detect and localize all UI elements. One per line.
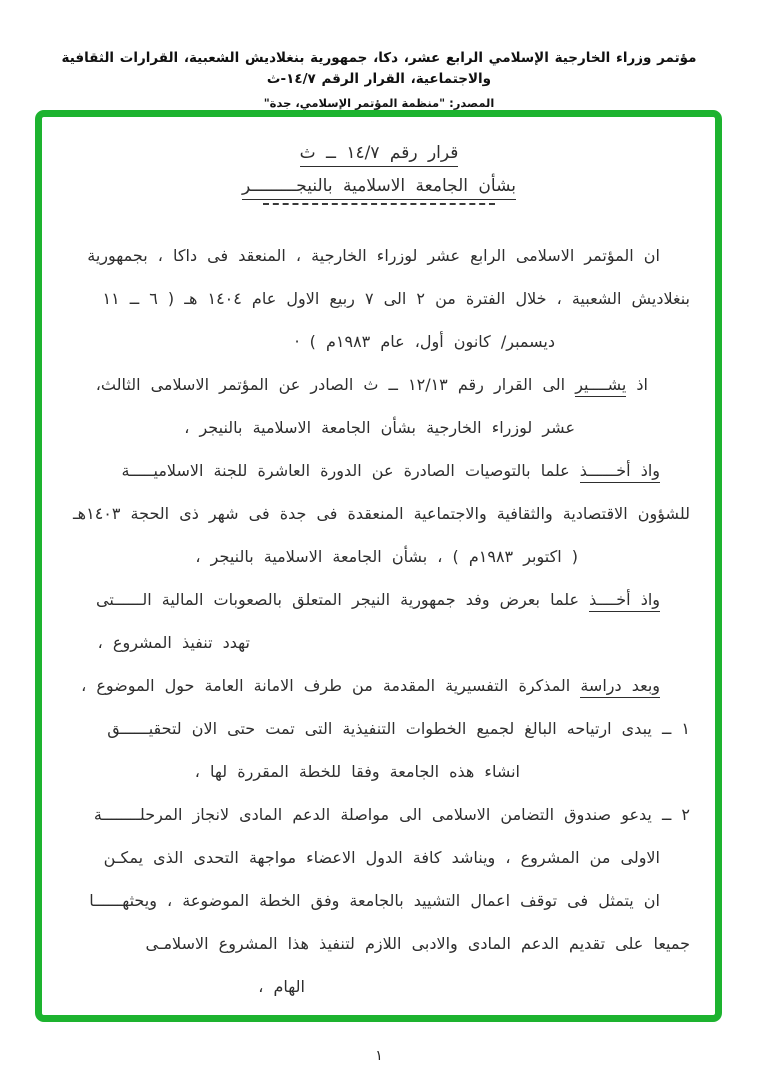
document-line: عشر لوزراء الخارجية بشأن الجامعة الاسلامية بالنيجر ، — [184, 418, 575, 437]
document-line: ٢ ــ يدعو صندوق التضامن الاسلامى الى مواصلة الدعم المادى لانجاز المرحلــــــــة — [93, 805, 690, 824]
clause-keyword: وبعد دراسة — [580, 676, 660, 698]
document-line: ان المؤتمر الاسلامى الرابع عشر لوزراء الخارجية ، المنعقد فى داكا ، بجمهورية — [87, 246, 660, 265]
subtitle-dashed-underline — [263, 203, 495, 205]
clause-text: الى القرار رقم ١٢/١٣ ــ ث الصادر عن المؤتمر الاسلامى الثالث، — [95, 375, 576, 394]
clause-prefix: اذ — [626, 375, 648, 394]
document-line: ١ ــ يبدى ارتياحه البالغ لجميع الخطوات التنفيذية التى تمت حتى الان لتحقيــــــق — [107, 719, 690, 738]
document-line — [88, 449, 690, 492]
citation-line: مؤتمر وزراء الخارجية الإسلامي الرابع عشر، دكا، جمهورية بنغلاديش الشعبية، القرارات الثقافية والاجتماعية، القرار الرقم ١٤/٧-ث — [61, 50, 697, 87]
resolution-heading — [0, 143, 758, 205]
resolution-subject-title: بشأن الجامعة الاسلامية بالنيجـــــــــر — [242, 176, 516, 200]
citation-header — [0, 48, 758, 110]
document-line — [88, 363, 690, 406]
document-line: بنغلاديش الشعبية ، خلال الفترة من ٢ الى ٧ ربيع الاول عام ١٤٠٤ هـ ( ٦ ــ ١١ — [102, 289, 690, 308]
clause-keyword: واذ أخــــذ — [589, 590, 660, 612]
document-line: تهدد تنفيذ المشروع ، — [97, 633, 250, 652]
clause-text: المذكرة التفسيرية المقدمة من طرف الامانة العامة حول الموضوع ، — [81, 676, 581, 695]
resolution-number-title: قرار رقم ١٤/٧ ــ ث — [300, 143, 459, 167]
document-line: الهام ، — [258, 977, 305, 996]
document-line: ديسمبر/ كانون أول، عام ١٩٨٣م ) · — [294, 332, 555, 351]
source-line: المصدر: "منظمة المؤتمر الإسلامي، جدة" — [263, 95, 495, 110]
document-line — [88, 578, 690, 621]
document-line: ان يتمثل فى توقف اعمال التشييد بالجامعة وفق الخطة الموضوعة ، ويحثهــــــا — [89, 891, 660, 910]
clause-text: علما بعرض وفد جمهورية النيجر المتعلق بالصعوبات المالية الــــــتى — [96, 590, 590, 609]
document-line: الاولى من المشروع ، ويناشد كافة الدول الاعضاء مواجهة التحدى الذى يمكـن — [103, 848, 660, 867]
document-line: ( اكتوبر ١٩٨٣م ) ، بشأن الجامعة الاسلامية بالنيجر ، — [195, 547, 578, 566]
page-number: ١ — [375, 1048, 383, 1064]
document-line — [81, 664, 690, 707]
document-line: جميعا على تقديم الدعم المادى والادبى اللازم لتنفيذ هذا المشروع الاسلامـى — [145, 934, 690, 953]
resolution-body — [72, 234, 690, 1008]
clause-keyword: يشــــير — [575, 375, 626, 397]
document-line: انشاء هذه الجامعة وفقا للخطة المقررة لها ، — [194, 762, 520, 781]
document-line: للشؤون الاقتصادية والثقافية والاجتماعية المنعقدة فى جدة فى شهر ذى الحجة ١٤٠٣هـ — [72, 504, 690, 523]
clause-text: علما بالتوصيات الصادرة عن الدورة العاشرة للجنة الاسلاميـــــة — [121, 461, 580, 480]
clause-keyword: واذ أخــــــذ — [580, 461, 660, 483]
